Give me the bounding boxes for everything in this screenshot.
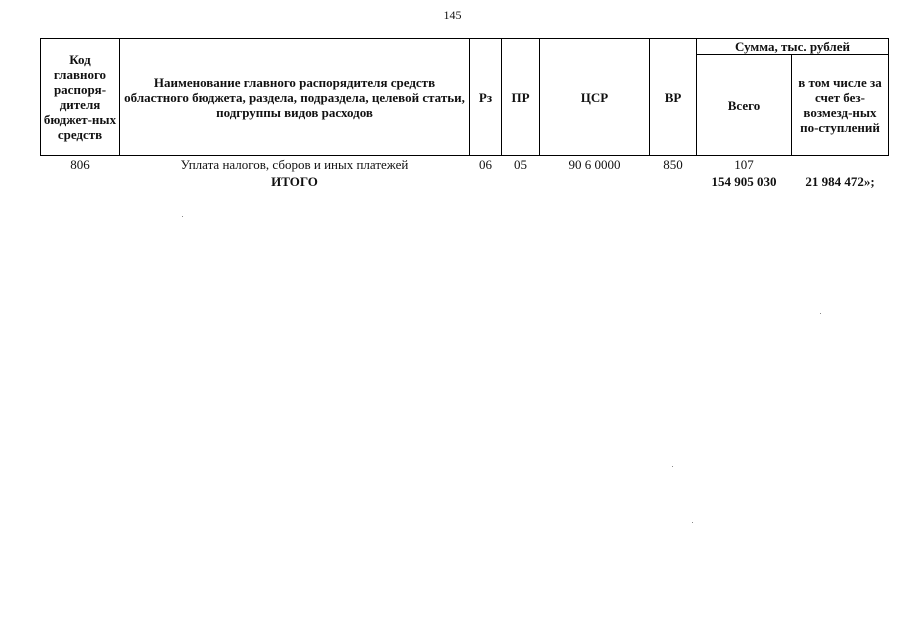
scan-speck xyxy=(182,216,183,217)
table-row xyxy=(41,156,889,174)
header-sum: Сумма, тыс. рублей xyxy=(697,39,889,55)
scan-speck xyxy=(672,466,673,467)
header-vr: ВР xyxy=(650,39,697,156)
itogo-grant: 21 984 472»; xyxy=(805,174,875,189)
scan-speck xyxy=(820,313,821,314)
row-grant xyxy=(792,156,889,174)
header-code: Код главного распоря-дителя бюджет-ных средств xyxy=(41,39,120,156)
itogo-label: ИТОГО xyxy=(271,174,318,189)
row-pr: 05 xyxy=(514,157,527,172)
row-name: Уплата налогов, сборов и иных платежей xyxy=(180,157,409,172)
row-total: 107 xyxy=(734,157,754,172)
header-row-1 xyxy=(41,39,889,55)
header-rz: Рз xyxy=(470,39,502,156)
itogo-row xyxy=(41,173,889,190)
header-grant: в том числе за счет без-возмезд-ных по-ступлений xyxy=(792,55,889,156)
header-pr: ПР xyxy=(502,39,540,156)
header-csr: ЦСР xyxy=(540,39,650,156)
page-number: 145 xyxy=(443,8,462,22)
row-code: 806 xyxy=(70,157,90,172)
header-name: Наименование главного распорядителя средств областного бюджета, раздела, подраздела, целевой статьи, подгруппы видов расходов xyxy=(120,39,470,156)
row-vr: 850 xyxy=(663,157,683,172)
row-csr: 90 6 0000 xyxy=(568,157,621,172)
budget-table xyxy=(40,38,889,190)
scan-speck xyxy=(692,522,693,523)
itogo-total: 154 905 030 xyxy=(711,174,777,189)
row-rz: 06 xyxy=(479,157,492,172)
header-total: Всего xyxy=(697,55,792,156)
